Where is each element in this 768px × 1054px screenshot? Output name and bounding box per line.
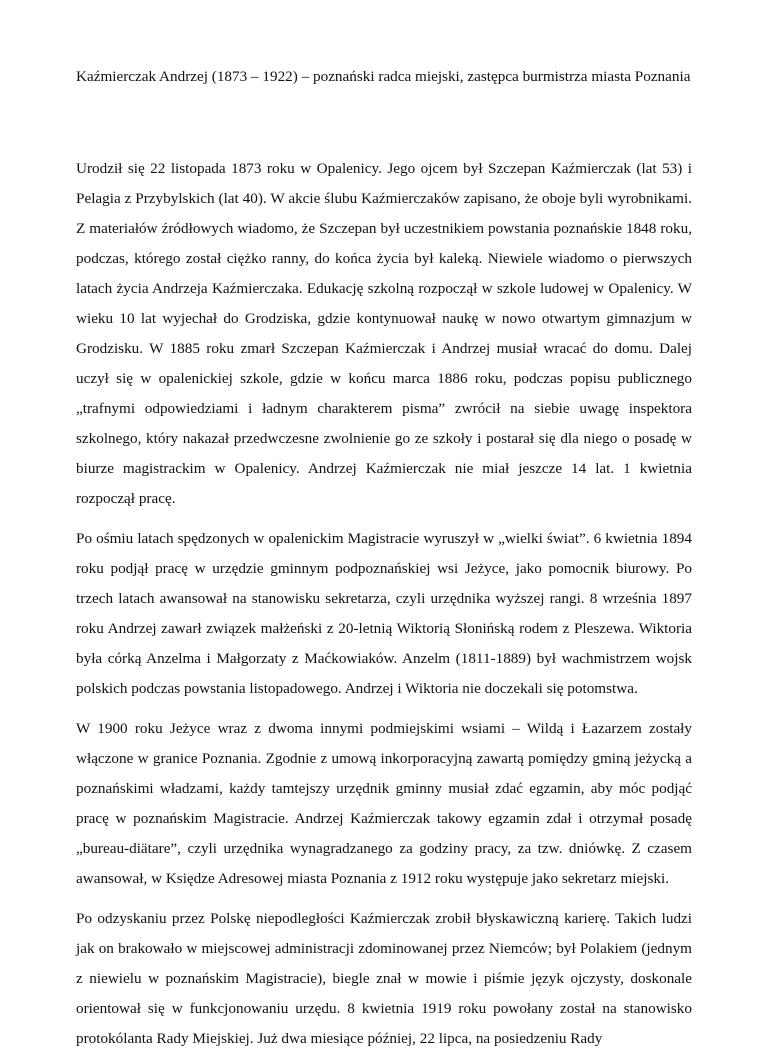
- document-title: Kaźmierczak Andrzej (1873 – 1922) – poznański radca miejski, zastępca burmistrza miasta Poznania: [76, 68, 691, 85]
- paragraph-jezyce-career: Po ośmiu latach spędzonych w opalenickim Magistracie wyruszył w „wielki świat”. 6 kwietnia 1894 roku podjął pracę w urzędzie gminnym podpoznańskiej wsi Jeżyce, jako pomocnik biurowy. Po trzech latach awansował na stanowisku sekretarza, czyli urzędnika wyższej rangi. 8 września 1897 roku Andrzej zawarł związek małżeński z 20-letnią Wiktorią Słonińską rodem z Pleszewa. Wiktoria była córką Anzelma i Małgorzaty z Maćkowiaków. Anzelm (1811-1889) był wachmistrzem wojsk polskich podczas powstania listopadowego. Andrzej i Wiktoria nie doczekali się potomstwa.: [76, 530, 692, 697]
- paragraph-early-life: Urodził się 22 listopada 1873 roku w Opalenicy. Jego ojcem był Szczepan Kaźmierczak (lat 53) i Pelagia z Przybylskich (lat 40). W akcie ślubu Kaźmierczaków zapisano, że oboje byli wyrobnikami. Z materiałów źródłowych wiadomo, że Szczepan był uczestnikiem powstania poznańskie 1848 roku, podczas, którego został ciężko ranny, do końca życia był kaleką. Niewiele wiadomo o pierwszych latach życia Andrzeja Kaźmierczaka. Edukację szkolną rozpoczął w szkole ludowej w Opalenicy. W wieku 10 lat wyjechał do Grodziska, gdzie kontynuował naukę w nowo otwartym gimnazjum w Grodzisku. W 1885 roku zmarł Szczepan Kaźmierczak i Andrzej musiał wracać do domu. Dalej uczył się w opalenickiej szkole, gdzie w końcu marca 1886 roku, podczas popisu publicznego „trafnymi odpowiedziami i ładnym charakterem pisma” zwrócił na siebie uwagę inspektora szkolnego, który nakazał przedwczesne zwolnienie go ze szkoły i postarał się dla niego o posadę w biurze magistrackim w Opalenicy. Andrzej Kaźmierczak nie miał jeszcze 14 lat. 1 kwietnia rozpoczął pracę.: [76, 160, 692, 507]
- paragraph-independence: Po odzyskaniu przez Polskę niepodległości Kaźmierczak zrobił błyskawiczną karierę. Takich ludzi jak on brakowało w miejscowej administracji zdominowanej przez Niemców; był Polakiem (jednym z niewielu w poznańskim Magistracie), biegle znał w mowie i piśmie język ojczysty, doskonale orientował się w funkcjonowaniu urzędu. 8 kwietnia 1919 roku powołany został na stanowisko protokólanta Rady Miejskiej. Już dwa miesiące później, 22 lipca, na posiedzeniu Rady: [76, 910, 692, 1047]
- paragraph-incorporation: W 1900 roku Jeżyce wraz z dwoma innymi podmiejskimi wsiami – Wildą i Łazarzem zostały włączone w granice Poznania. Zgodnie z umową inkorporacyjną zawartą pomiędzy gminą jeżycką a poznańskimi władzami, każdy tamtejszy urzędnik gminny musiał zdać egzamin, aby móc podjąć pracę w poznańskim Magistracie. Andrzej Kaźmierczak takowy egzamin zdał i otrzymał posadę „bureau-diätare”, czyli urzędnika wynagradzanego za godziny pracy, za tzw. dniówkę. Z czasem awansował, w Księdze Adresowej miasta Poznania z 1912 roku występuje jako sekretarz miejski.: [76, 720, 692, 887]
